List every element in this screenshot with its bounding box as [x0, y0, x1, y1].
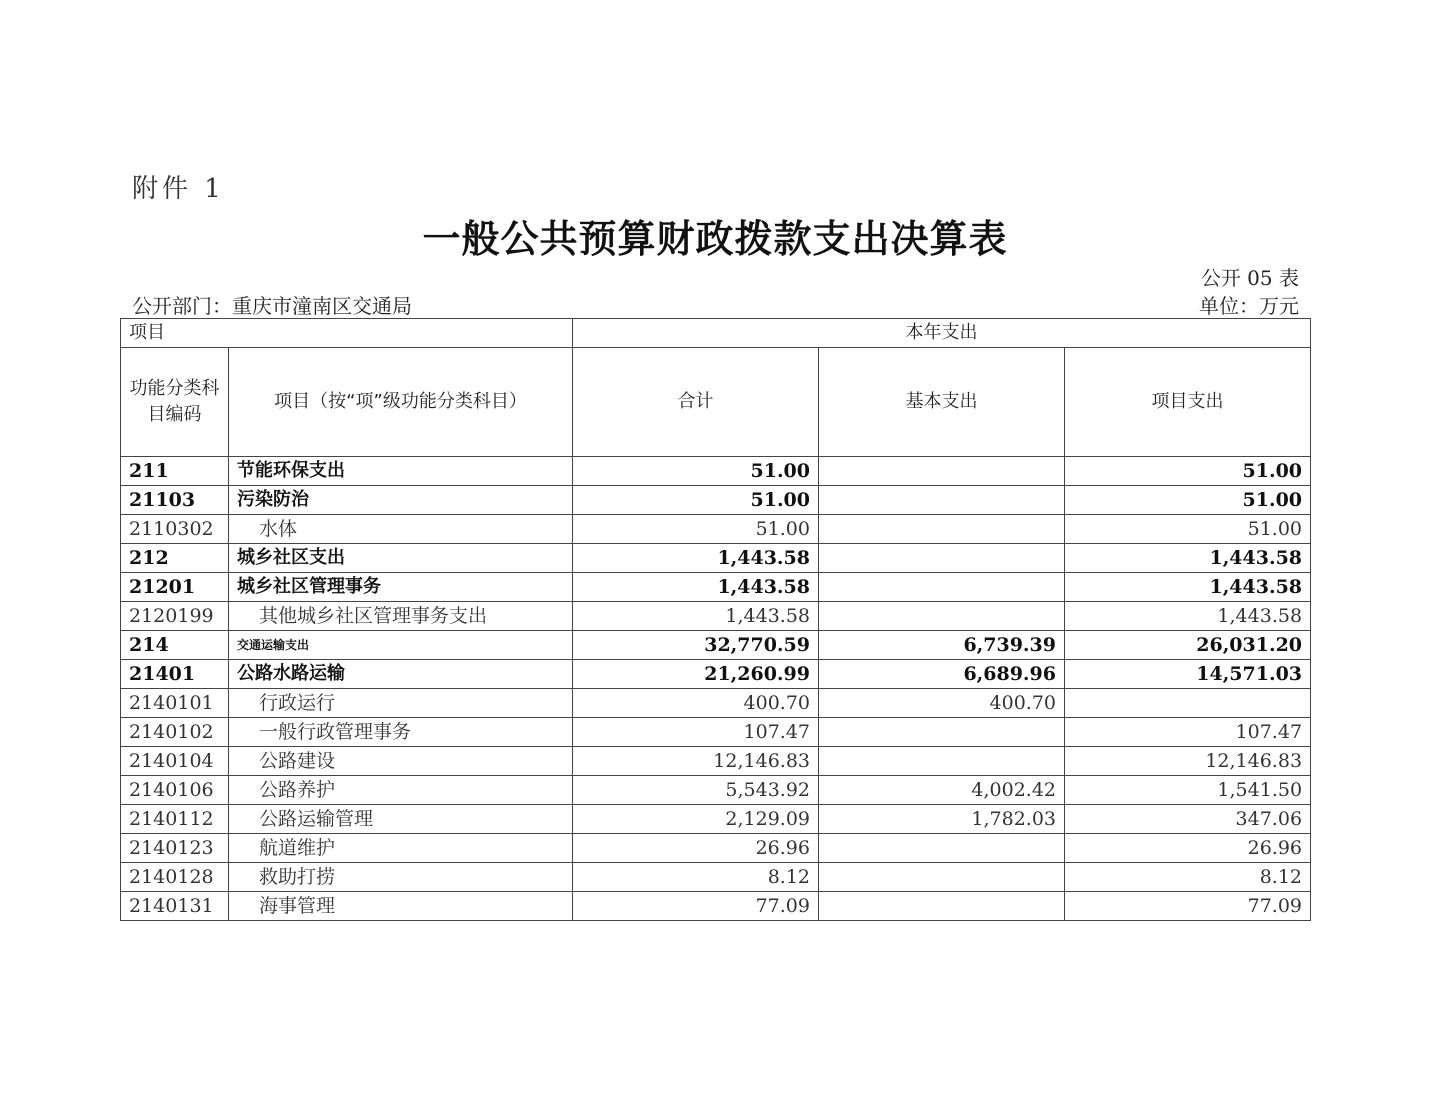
row-basic: [819, 515, 1065, 544]
row-basic: [819, 834, 1065, 863]
row-code: 2140128: [121, 863, 229, 892]
row-project: [1065, 689, 1311, 718]
department-label: 公开部门：重庆市潼南区交通局: [132, 294, 412, 318]
row-project: 8.12: [1065, 863, 1311, 892]
budget-table: [120, 318, 1311, 921]
row-project: 1,443.58: [1065, 602, 1311, 631]
row-basic: 6,689.96: [819, 660, 1065, 689]
table-row: [121, 573, 1311, 602]
header-name: 项目（按“项”级功能分类科目）: [229, 348, 573, 457]
row-total: 400.70: [573, 689, 819, 718]
row-code: 2140101: [121, 689, 229, 718]
row-basic: [819, 486, 1065, 515]
row-basic: [819, 747, 1065, 776]
header-project: 项目: [121, 319, 573, 348]
row-total: 12,146.83: [573, 747, 819, 776]
row-basic: [819, 457, 1065, 486]
row-project: 77.09: [1065, 892, 1311, 921]
row-basic: [819, 602, 1065, 631]
row-total: 5,543.92: [573, 776, 819, 805]
table-row: [121, 602, 1311, 631]
table-row: [121, 515, 1311, 544]
row-basic: [819, 718, 1065, 747]
table-row: [121, 776, 1311, 805]
row-name: 公路建设: [229, 747, 573, 776]
row-name: 公路养护: [229, 776, 573, 805]
header-current-year: 本年支出: [573, 319, 1311, 348]
table-row: [121, 805, 1311, 834]
row-code: 2140106: [121, 776, 229, 805]
row-code: 211: [121, 457, 229, 486]
row-project: 26.96: [1065, 834, 1311, 863]
row-total: 1,443.58: [573, 602, 819, 631]
row-code: 2140112: [121, 805, 229, 834]
row-project: 12,146.83: [1065, 747, 1311, 776]
row-project: 1,443.58: [1065, 544, 1311, 573]
row-basic: 1,782.03: [819, 805, 1065, 834]
row-name: 节能环保支出: [229, 457, 573, 486]
row-basic: 400.70: [819, 689, 1065, 718]
page-title: 一般公共预算财政拨款支出决算表: [422, 217, 1008, 261]
row-code: 21401: [121, 660, 229, 689]
row-code: 2140123: [121, 834, 229, 863]
table-row: [121, 660, 1311, 689]
header-basic: 基本支出: [819, 348, 1065, 457]
row-basic: [819, 863, 1065, 892]
row-total: 1,443.58: [573, 573, 819, 602]
row-project: 1,541.50: [1065, 776, 1311, 805]
table-row: [121, 689, 1311, 718]
row-code: 2120199: [121, 602, 229, 631]
header-project-expense: 项目支出: [1065, 348, 1311, 457]
row-total: 51.00: [573, 486, 819, 515]
row-total: 107.47: [573, 718, 819, 747]
row-name: 其他城乡社区管理事务支出: [229, 602, 573, 631]
row-basic: 4,002.42: [819, 776, 1065, 805]
table-row: [121, 863, 1311, 892]
table-number: 公开 05 表: [1200, 266, 1299, 290]
row-project: 14,571.03: [1065, 660, 1311, 689]
row-basic: [819, 573, 1065, 602]
table-row: [121, 457, 1311, 486]
table-row: [121, 544, 1311, 573]
row-basic: [819, 892, 1065, 921]
row-name: 城乡社区管理事务: [229, 573, 573, 602]
row-basic: [819, 544, 1065, 573]
row-code: 2140104: [121, 747, 229, 776]
row-project: 26,031.20: [1065, 631, 1311, 660]
row-name: 一般行政管理事务: [229, 718, 573, 747]
row-name: 海事管理: [229, 892, 573, 921]
row-total: 51.00: [573, 515, 819, 544]
attachment-label: 附件 1: [132, 174, 225, 204]
row-code: 21103: [121, 486, 229, 515]
row-name: 公路运输管理: [229, 805, 573, 834]
row-name: 公路水路运输: [229, 660, 573, 689]
header-code: 功能分类科目编码: [121, 348, 229, 457]
row-project: 347.06: [1065, 805, 1311, 834]
row-name: 污染防治: [229, 486, 573, 515]
row-total: 51.00: [573, 457, 819, 486]
row-name: 城乡社区支出: [229, 544, 573, 573]
table-row: [121, 486, 1311, 515]
table-row: [121, 747, 1311, 776]
row-total: 32,770.59: [573, 631, 819, 660]
row-code: 214: [121, 631, 229, 660]
row-project: 51.00: [1065, 515, 1311, 544]
table-row: [121, 718, 1311, 747]
row-name: 航道维护: [229, 834, 573, 863]
row-code: 21201: [121, 573, 229, 602]
header-total: 合计: [573, 348, 819, 457]
row-project: 107.47: [1065, 718, 1311, 747]
row-project: 51.00: [1065, 457, 1311, 486]
row-total: 8.12: [573, 863, 819, 892]
row-total: 1,443.58: [573, 544, 819, 573]
row-code: 212: [121, 544, 229, 573]
row-total: 2,129.09: [573, 805, 819, 834]
row-total: 26.96: [573, 834, 819, 863]
row-project: 51.00: [1065, 486, 1311, 515]
row-total: 21,260.99: [573, 660, 819, 689]
table-row: [121, 834, 1311, 863]
table-row: [121, 892, 1311, 921]
row-name: 水体: [229, 515, 573, 544]
table-row: [121, 631, 1311, 660]
row-name: 救助打捞: [229, 863, 573, 892]
row-code: 2140102: [121, 718, 229, 747]
row-total: 77.09: [573, 892, 819, 921]
unit-label: 单位：万元: [1199, 294, 1299, 318]
row-basic: 6,739.39: [819, 631, 1065, 660]
row-code: 2140131: [121, 892, 229, 921]
row-project: 1,443.58: [1065, 573, 1311, 602]
row-name: 行政运行: [229, 689, 573, 718]
row-code: 2110302: [121, 515, 229, 544]
row-name: 交通运输支出: [229, 631, 573, 660]
